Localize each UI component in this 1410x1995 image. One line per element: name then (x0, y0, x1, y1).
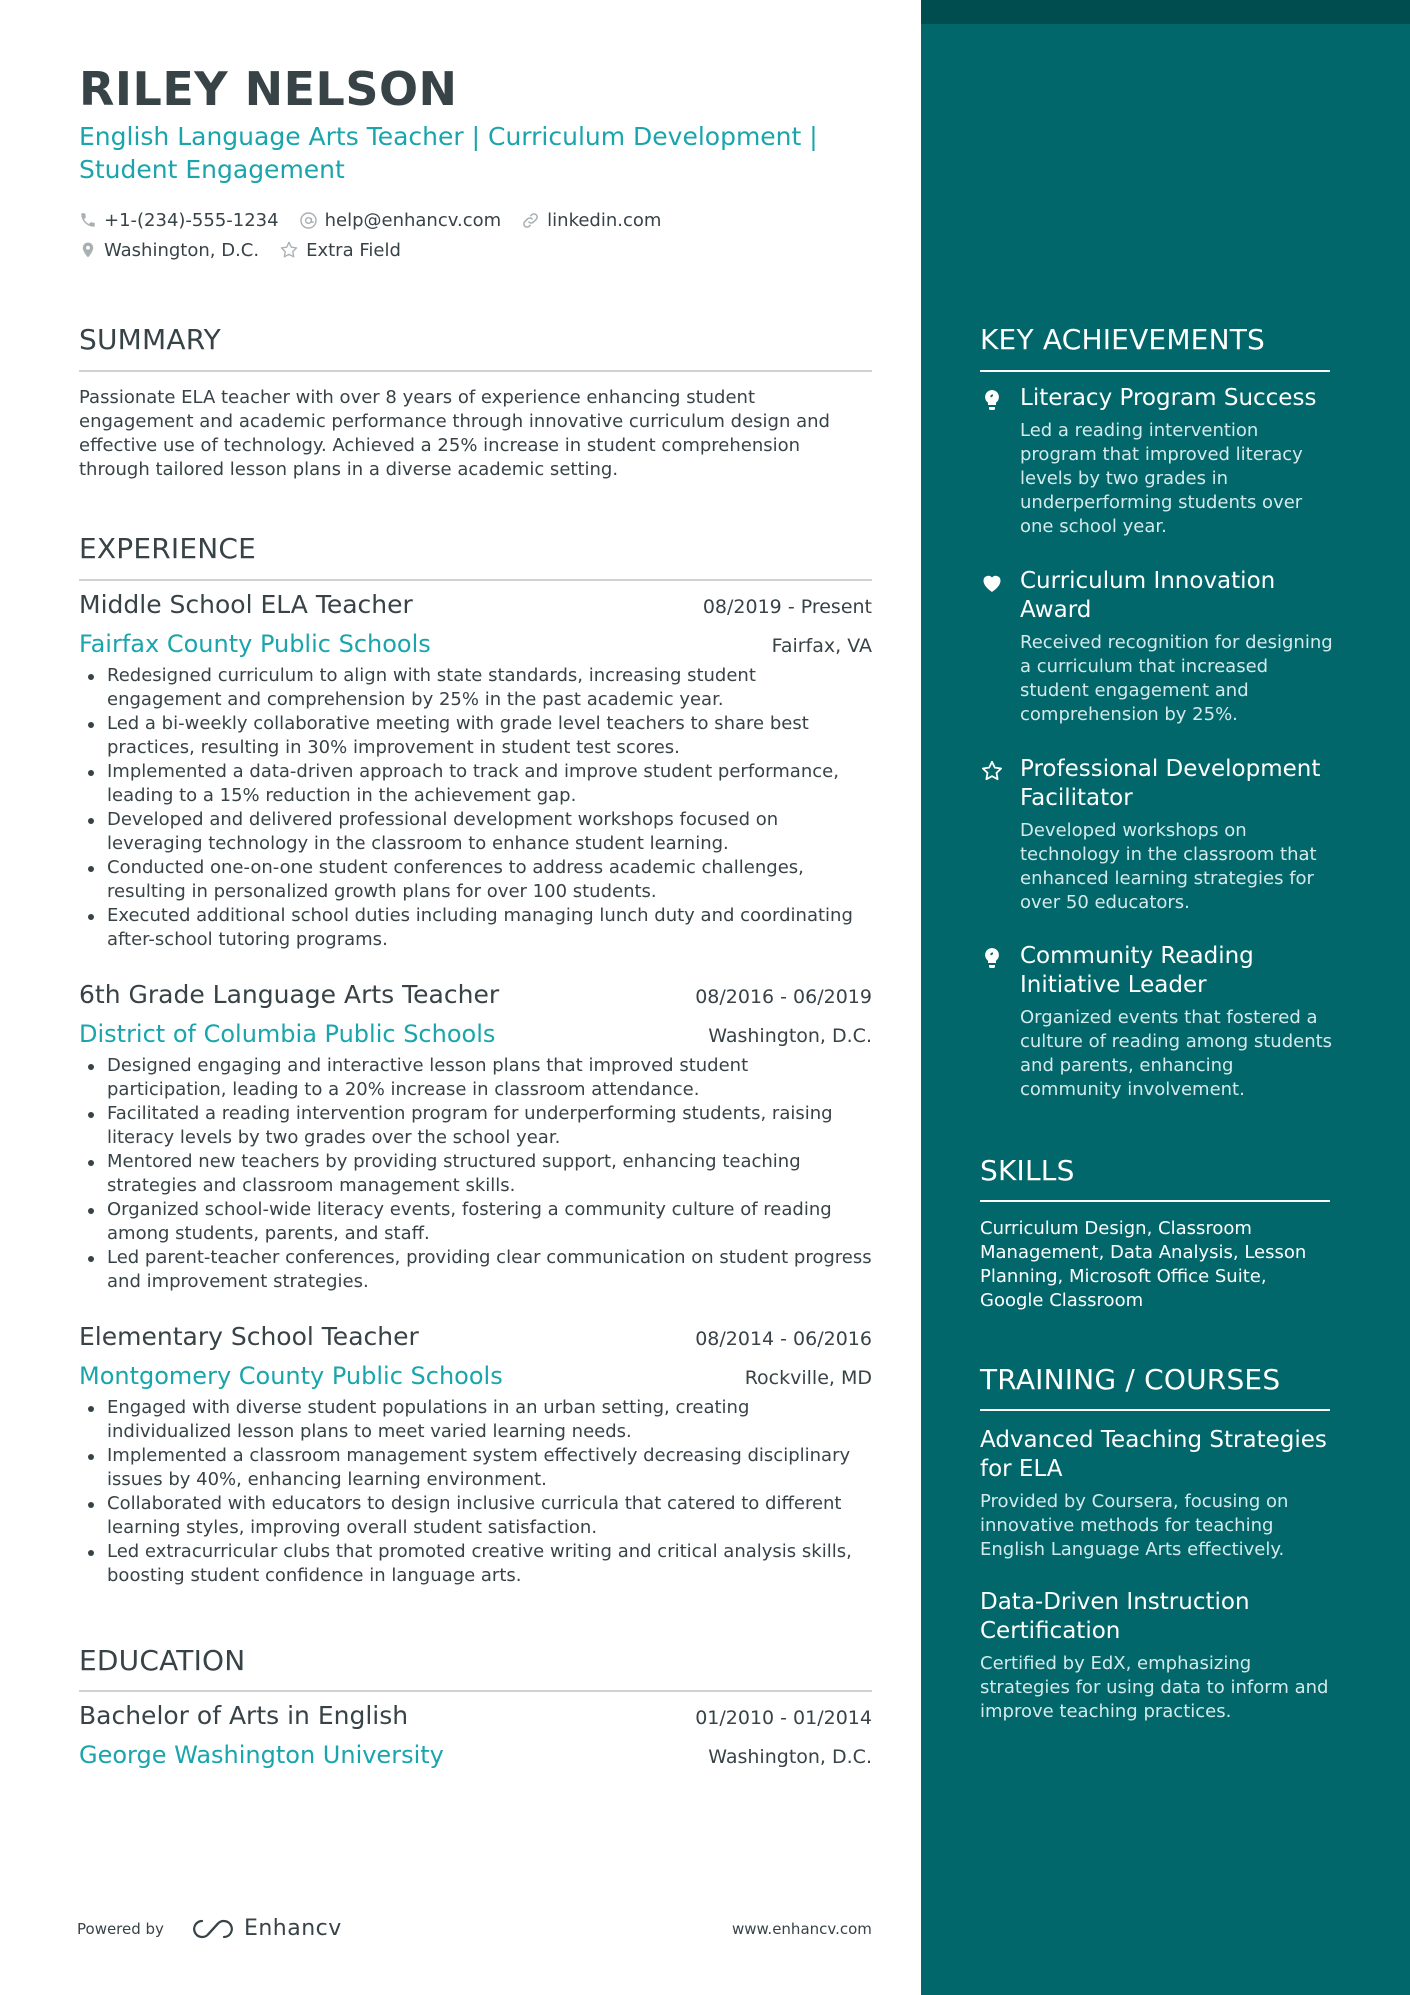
course-item (980, 1426, 1330, 1562)
contact-link[interactable] (521, 210, 661, 231)
lightbulb-icon (980, 388, 1004, 412)
education-heading: EDUCATION (79, 1644, 246, 1677)
job-bullet: Implemented a data-driven approach to track and improve student performance, leading to a 15% reduction in the achievement gap. (79, 760, 872, 808)
education-dates: 01/2010 - 01/2014 (695, 1707, 872, 1729)
course-description: Provided by Coursera, focusing on innovative methods for teaching English Language Arts effectively. (980, 1491, 1289, 1560)
summary-divider (79, 370, 872, 372)
at-icon (299, 211, 318, 230)
job-bullet: Collaborated with educators to design inclusive curricula that catered to different learning styles, improving overall student satisfaction. (79, 1492, 872, 1540)
skills-list: Curriculum Design, Classroom Management, Data Analysis, Lesson Planning, Microsoft Office Suite, Google Classroom (980, 1218, 1307, 1311)
link-icon (521, 211, 540, 230)
candidate-name: RILEY NELSON (79, 62, 458, 116)
job-bullets (79, 664, 872, 952)
phone-icon (79, 211, 97, 229)
job-bullet: Led extracurricular clubs that promoted creative writing and critical analysis skills, boosting student confidence in language arts. (79, 1540, 872, 1588)
job-organization: District of Columbia Public Schools (79, 1020, 496, 1048)
experience-divider (79, 579, 872, 581)
achievement-title: Professional Development Facilitator (1020, 756, 1321, 811)
achievement-title: Literacy Program Success (1020, 385, 1317, 411)
job-organization: Fairfax County Public Schools (79, 630, 431, 658)
achievement-item (980, 384, 1340, 539)
website-link[interactable]: www.enhancv.com (732, 1920, 872, 1938)
job-bullet: Led parent-teacher conferences, providing clear communication on student progress and improvement strategies. (79, 1246, 872, 1294)
contact-extra (279, 240, 401, 261)
job-bullet: Implemented a classroom management system effectively decreasing disciplinary issues by 40%, enhancing learning environment. (79, 1444, 872, 1492)
experience-heading: EXPERIENCE (79, 532, 257, 565)
headline: English Language Arts Teacher | Curriculum Development | Student Engagement (79, 122, 818, 184)
footer-branding (77, 1916, 342, 1941)
job-bullet: Redesigned curriculum to align with state standards, increasing student engagement and comprehension by 25% in the past academic year. (79, 664, 872, 712)
course-title: Advanced Teaching Strategies for ELA (980, 1427, 1327, 1482)
job-bullet: Executed additional school duties including managing lunch duty and coordinating after-school tutoring programs. (79, 904, 872, 952)
achievements-divider (980, 370, 1330, 372)
job-organization: Montgomery County Public Schools (79, 1362, 503, 1390)
job-entry (79, 1322, 872, 1588)
education-location: Washington, D.C. (708, 1746, 872, 1768)
summary-heading: SUMMARY (79, 323, 221, 356)
skills-heading: SKILLS (980, 1154, 1075, 1187)
training-heading: TRAINING / COURSES (980, 1363, 1281, 1396)
job-dates: 08/2014 - 06/2016 (695, 1328, 872, 1350)
powered-by-label: Powered by (77, 1919, 164, 1938)
achievement-description: Developed workshops on technology in the classroom that enhanced learning strategies for over 50 educators. (1020, 820, 1317, 913)
link-text: linkedin.com (547, 209, 662, 231)
job-title: Middle School ELA Teacher (79, 590, 413, 619)
training-divider (980, 1409, 1330, 1411)
job-bullet: Conducted one-on-one student conferences to address academic challenges, resulting in personalized growth plans for over 100 students. (79, 856, 872, 904)
degree: Bachelor of Arts in English (79, 1701, 409, 1730)
job-entry (79, 980, 872, 1294)
location-pin-icon (79, 240, 97, 260)
achievement-description: Received recognition for designing a curriculum that increased student engagement and comprehension by 25%. (1020, 632, 1333, 725)
education-divider (79, 1690, 872, 1692)
job-location: Fairfax, VA (771, 635, 872, 657)
job-dates: 08/2016 - 06/2019 (695, 986, 872, 1008)
email-text: help@enhancv.com (324, 209, 502, 231)
course-item (980, 1588, 1330, 1724)
extra-text: Extra Field (306, 239, 401, 261)
job-bullet: Engaged with diverse student populations in an urban setting, creating individualized lesson plans to meet varied learning needs. (79, 1396, 872, 1444)
achievement-description: Led a reading intervention program that improved literacy levels by two grades in underperforming students over one school year. (1020, 420, 1303, 537)
location-text: Washington, D.C. (104, 239, 260, 261)
school: George Washington University (79, 1741, 444, 1769)
achievement-item (980, 942, 1340, 1102)
job-title: 6th Grade Language Arts Teacher (79, 980, 500, 1009)
enhancv-logo-icon[interactable] (190, 1917, 236, 1941)
contact-info (79, 205, 879, 265)
job-bullets (79, 1396, 872, 1588)
job-location: Rockville, MD (744, 1367, 872, 1389)
job-bullet: Mentored new teachers by providing structured support, enhancing teaching strategies and classroom management skills. (79, 1150, 872, 1198)
summary-text: Passionate ELA teacher with over 8 years of experience enhancing student engagement and academic performance through innovative curriculum design and effective use of technology. Achieved a 25% increase in student comprehension through tailored lesson plans in a diverse academic setting. (79, 387, 830, 480)
job-bullet: Organized school-wide literacy events, fostering a community culture of reading among students, parents, and staff. (79, 1198, 872, 1246)
heart-icon (980, 571, 1004, 595)
course-title: Data-Driven Instruction Certification (980, 1589, 1250, 1644)
star-icon (279, 240, 299, 260)
star-icon (980, 759, 1004, 783)
achievements-heading: KEY ACHIEVEMENTS (980, 323, 1265, 356)
job-entry (79, 590, 872, 952)
contact-email[interactable] (299, 210, 502, 231)
job-bullets (79, 1054, 872, 1294)
job-dates: 08/2019 - Present (702, 596, 872, 618)
achievement-item (980, 755, 1340, 915)
job-bullet: Led a bi-weekly collaborative meeting with grade level teachers to share best practices, resulting in 30% improvement in student test scores. (79, 712, 872, 760)
contact-phone[interactable] (79, 210, 279, 231)
enhancv-brand[interactable]: Enhancv (243, 1916, 342, 1941)
job-bullet: Developed and delivered professional development workshops focused on leveraging technology in the classroom to enhance student learning. (79, 808, 872, 856)
job-bullet: Designed engaging and interactive lesson plans that improved student participation, leading to a 20% increase in classroom attendance. (79, 1054, 872, 1102)
achievement-title: Community Reading Initiative Leader (1020, 943, 1254, 998)
education-entry (79, 1701, 872, 1774)
job-bullet: Facilitated a reading intervention program for underperforming students, raising literacy levels by two grades over the school year. (79, 1102, 872, 1150)
sidebar-top-band (921, 0, 1410, 24)
job-title: Elementary School Teacher (79, 1322, 419, 1351)
skills-divider (980, 1200, 1330, 1202)
lightbulb-icon (980, 946, 1004, 970)
achievement-title: Curriculum Innovation Award (1020, 568, 1276, 623)
job-location: Washington, D.C. (708, 1025, 872, 1047)
achievement-item (980, 567, 1340, 727)
course-description: Certified by EdX, emphasizing strategies for using data to inform and improve teaching practices. (980, 1653, 1329, 1722)
phone-text: +1-(234)-555-1234 (104, 209, 279, 231)
achievement-description: Organized events that fostered a culture of reading among students and parents, enhancing community involvement. (1020, 1007, 1333, 1100)
contact-location (79, 240, 259, 261)
